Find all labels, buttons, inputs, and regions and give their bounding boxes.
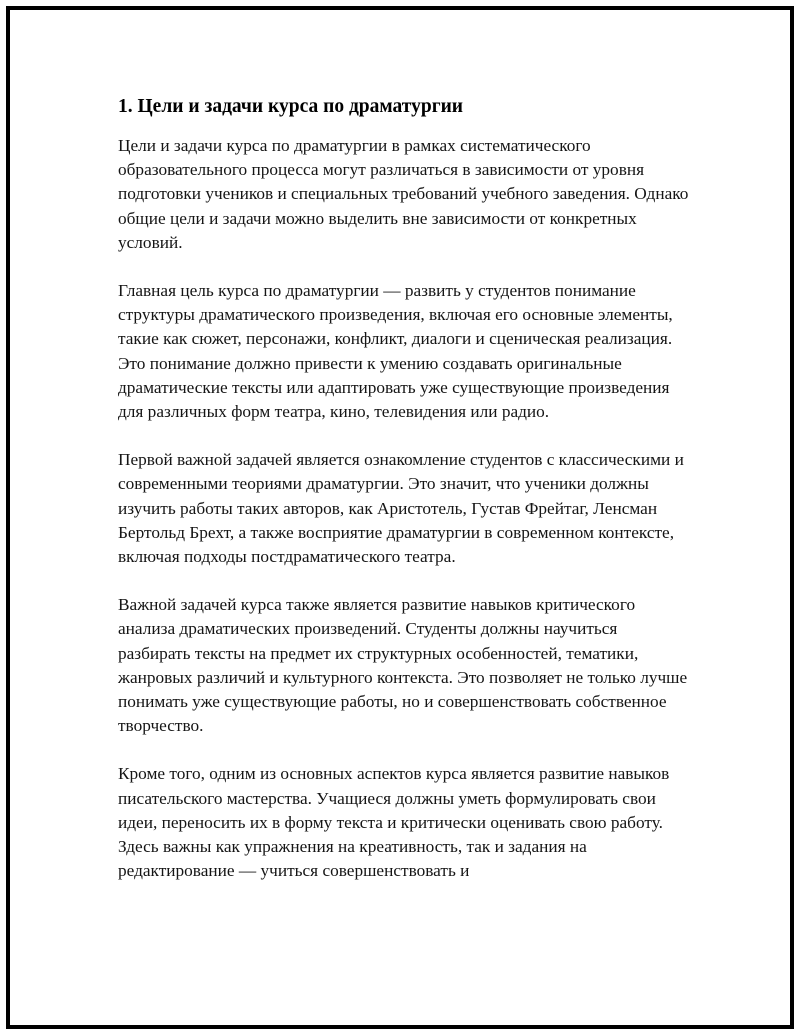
paragraph-critical-analysis: Важной задачей курса также является развитие навыков критического анализа драматических произведений. Студенты должны научиться разбирать тексты на предмет их структурных особенностей, тематики, жанровых различий и культурного контекста. Это позволяет не только лучше понимать уже существующие работы, но и совершенствовать собственное творчество.: [118, 595, 688, 736]
document-body: [118, 94, 690, 907]
paragraph-main-goal: Главная цель курса по драматургии — развить у студентов понимание структуры драматического произведения, включая его основные элементы, такие как сюжет, персонажи, конфликт, диалоги и сценическая реализация. Это понимание должно привести к умению создавать оригинальные драматические тексты или адаптировать уже существующие произведения для различных форм театра, кино, телевидения или радио.: [118, 281, 673, 422]
paragraph-intro: Цели и задачи курса по драматургии в рамках систематического образовательного процесса могут различаться в зависимости от уровня подготовки учеников и специальных требований учебного заведения. Однако общие цели и задачи можно выделить вне зависимости от конкретных условий.: [118, 136, 689, 252]
paragraph-theories: Первой важной задачей является ознакомление студентов с классическими и современными теориями драматургии. Это значит, что ученики должны изучить работы таких авторов, как Аристотель, Густав Фрейтаг, Ленсман Бертольд Брехт, а также восприятие драматургии в современном контексте, включая подходы постдраматического театра.: [118, 450, 684, 567]
section-heading: 1. Цели и задачи курса по драматургии: [118, 96, 464, 117]
paragraph-writing-skills: Кроме того, одним из основных аспектов курса является развитие навыков писательского мастерства. Учащиеся должны уметь формулировать свои идеи, переносить их в форму текста и критически оценивать свою работу. Здесь важны как упражнения на креативность, так и задания на редактирование — учиться совершенствовать и: [118, 764, 670, 881]
